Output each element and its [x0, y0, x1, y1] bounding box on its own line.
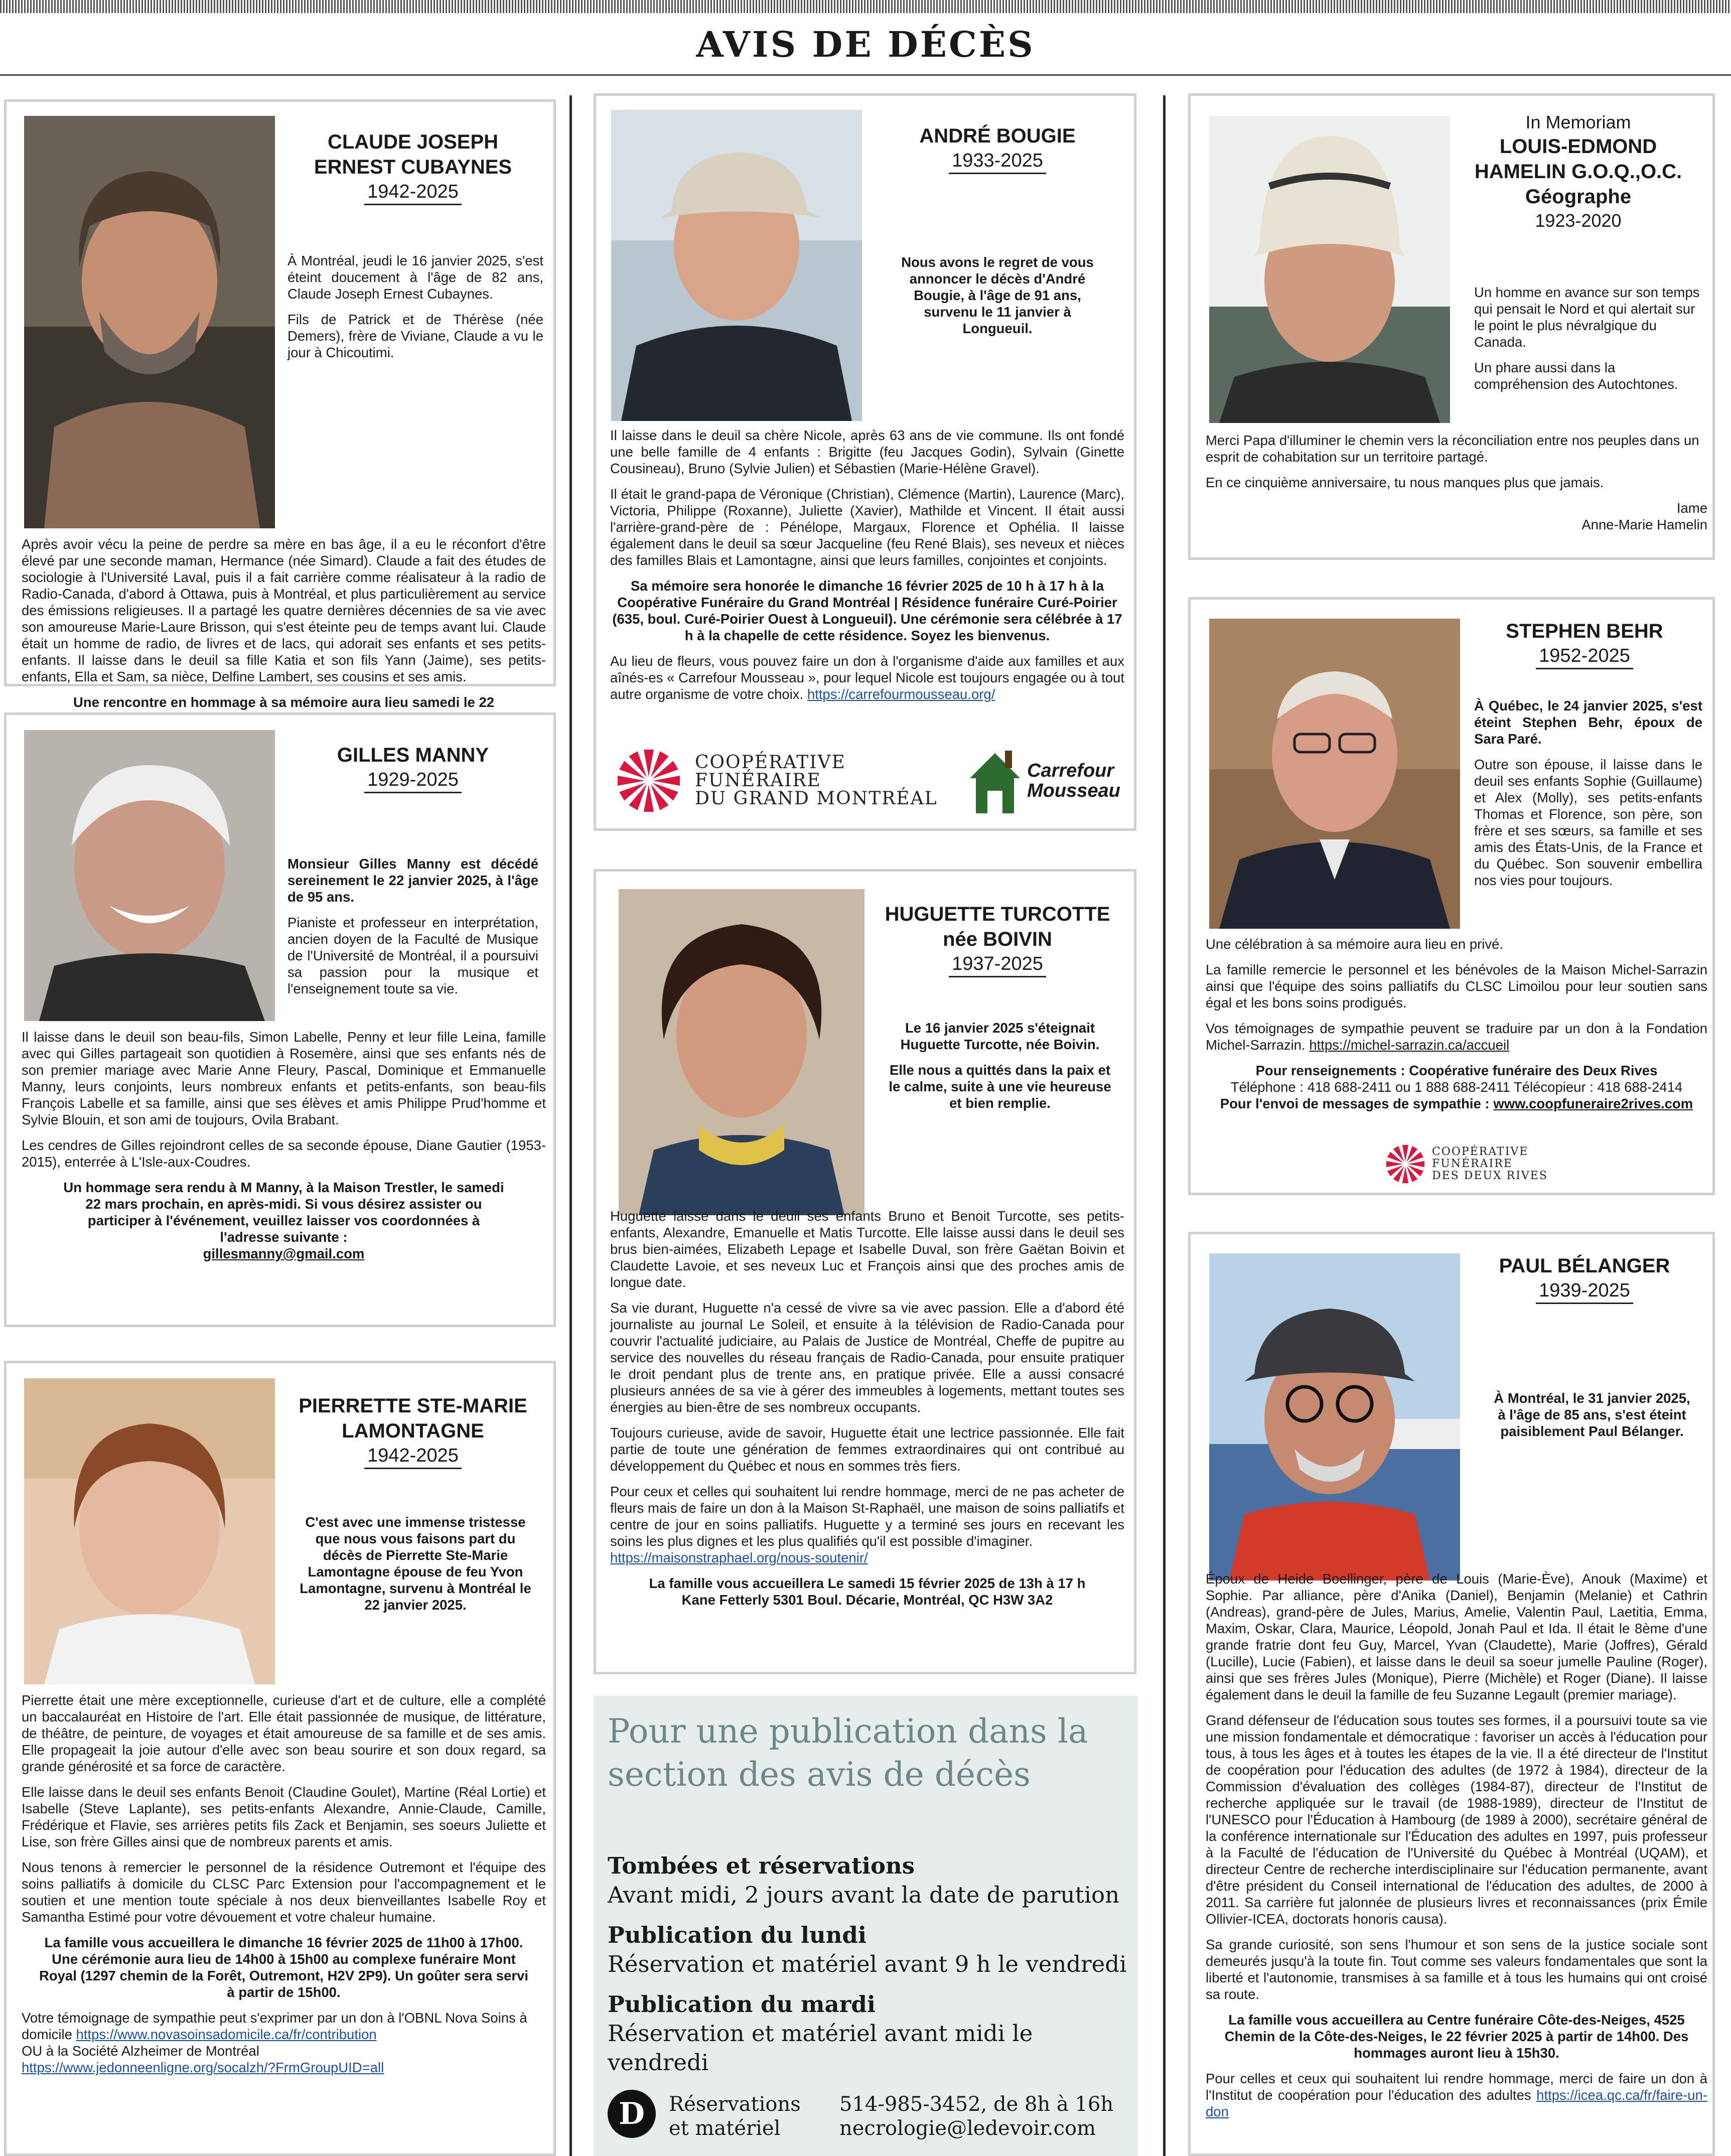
- coop-grand-montreal-logo: [614, 743, 938, 818]
- deceased-name: GILLES MANNY: [337, 744, 489, 766]
- donation-link[interactable]: https://michel-sarrazin.ca/accueil: [1309, 1037, 1510, 1053]
- life-years: 1952-2025: [1536, 644, 1633, 669]
- phone-line: Téléphone : 418 688-2411 ou 1 888 688-2411 Télécopieur : 418 688-2414: [1230, 1079, 1683, 1095]
- portrait-photo: [1209, 116, 1450, 423]
- coop-line-3: DES DEUX RIVES: [1432, 1170, 1548, 1182]
- thanks-text: Nous tenons à remercier le personnel de la résidence Outremont et l'équipe des soins palliatifs à domicile du CLSC Parc Extension pour l'accompagnement et le soutien et une mention toute spéciale à nos deux bienveillantes Isabelle Roy et Samantha Estimé pour votre dévouement et votre chaleur humaine.: [22, 1859, 546, 1925]
- obituary-cubaynes: [4, 99, 556, 710]
- carrefour-mousseau-logo: [965, 743, 1120, 818]
- column-divider-right: [1163, 95, 1166, 2156]
- service-info: La famille vous accueillera au Centre funéraire Côte-des-Neiges, 4525 Chemin de la Côte-des-Neiges, le 22 février 2025 à partir de 14h00. Des hommages auront lieu à 15h30.: [1224, 2012, 1689, 2061]
- service-info: La famille vous accueillera le dimanche 16 février 2025 de 11h00 à 17h00. Une cérémonie aura lieu de 14h00 à 15h00 au complexe funéraire Mont Royal (1297 chemin de la Forêt, Outremont, H2V 2P9). Un goûter sera servi à partir de 15h00.: [39, 1935, 529, 2000]
- portrait-photo: [619, 889, 864, 1215]
- obituary-behr: [1188, 597, 1715, 1195]
- page-header: [0, 17, 1731, 76]
- portrait-photo: [24, 730, 275, 1021]
- tuesday-heading: Publication du mardi: [608, 1991, 876, 2018]
- burial-text: Les cendres de Gilles rejoindront celles de sa seconde épouse, Diane Gautier (1953-2015), enterrée à L'Isle-aux-Coudres.: [22, 1137, 546, 1170]
- family-text: Il laisse dans le deuil sa chère Nicole, après 63 ans de vie commune. Ils ont fondé une belle famille de 4 enfants : Brigitte (feu Jacques Godin), Sylvain (Ginette Cousineau), Bruno (Sylvie Julien) et Sébastien (Marie-Hélène Gravel).: [610, 427, 1124, 476]
- intro-text: À Montréal, jeudi le 16 janvier 2025, s'est éteint doucement à l'âge de 82 ans, Claude Joseph Ernest Cubaynes.: [287, 253, 543, 302]
- values-text: Sa grande curiosité, son sens l'humour et son sens de la justice sociale sont demeurés jusqu'à la toute fin. Tout comme ses valeurs fondamentales que sont la liberté et l'autonomie, transmises à sa famille et à tous les humains qui ont croisé sa route.: [1206, 1937, 1707, 2002]
- service-info: La famille vous accueillera Le samedi 15 février 2025 de 13h à 17 h Kane Fetterly 5301 Boul. Décarie, Montréal, QC H3W 3A2: [649, 1575, 1086, 1608]
- biography-text: Après avoir vécu la peine de perdre sa mère en bas âge, il a eu le réconfort d'être élevé par une seconde maman, Hermance (née Simard). Claude a fait des études de sociologie à l'Université Laval, puis il a fait carrière comme réalisateur à la radio de Radio-Canada, d'abord à Ottawa, puis à Montréal, et plus particulièrement au service des émissions religieuses. Il a partagé les quatre dernières décennies de sa vie avec son amoureuse Marie-Laure Brisson, qui s'est éteinte peu de temps avant lui. Claude était un homme de radio, de livres et de lacs, qui adorait ses enfants et ses petits-enfants. Il laisse dans le deuil sa fille Katia et son fils Yann (Jaime), ses petits-enfants, Ella et Sam, sa nièce, Delfine Lambert, ses cousins et ses amis.: [22, 536, 546, 684]
- career-text: Sa vie durant, Huguette n'a cessé de vivre sa vie avec passion. Elle a d'abord été journaliste au journal Le Soleil, et ensuite à la télévision de Radio-Canada pour couvrir l'actualité judiciaire, au Palais de Justice de Montréal, Cheffe de pupitre au service des nouvelles du réseau français de Radio-Canada, pour ensuite pratiquer le droit pendant plus de trente ans, en pratique privée. Elle a aussi consacré plusieurs années de sa vie à gérer des immeubles à logements, mettant toutes ses énergies au bien-être de ses nombreux occupants.: [610, 1300, 1124, 1415]
- family-text: Elle laisse dans le deuil ses enfants Benoit (Claudine Goulet), Martine (Réal Lortie) et Isabelle (Steve Laplante), ses petits-enfants Alexandre, Annie-Claude, Camille, Frédérique et Flavie, ses arrières petits fils Zack et Benjamin, ses soeurs Juliette et Lise, son frère Gilles ainsi que de nombreux parents et amis.: [22, 1784, 546, 1849]
- obituary-bougie: [594, 93, 1136, 831]
- life-years: 1942-2025: [364, 1444, 462, 1469]
- reservations-label: Réservations et matériel: [669, 2093, 801, 2140]
- contact-email-link[interactable]: gillesmanny@gmail.com: [203, 1246, 365, 1261]
- family-text: Il laisse dans le deuil son beau-fils, Simon Labelle, Penny et leur fille Leina, famille avec qui Gilles partageait son quotidien à Rosemère, ainsi que ses enfants nés de son premier mariage avec Marie Anne Fleury, Pascal, Dominique et Emmanuelle Manny, leurs conjoints, leurs nombreux enfants et petits-enfants, son beau-fils François Labelle et sa famille, ainsi que ses élèves et amis Philippe Prud'homme et Sylvie Blouin, et son ami de toujours, Ovila Brabant.: [22, 1029, 546, 1127]
- intro-text: Le 16 janvier 2025 s'éteignait Huguette Turcotte, née Boivin.: [900, 1020, 1100, 1052]
- obituary-hamelin: [1188, 93, 1715, 560]
- intro-text: À Québec, le 24 janvier 2025, s'est éteint Stephen Behr, époux de Sara Paré.: [1474, 698, 1702, 747]
- life-years: 1942-2025: [364, 180, 462, 205]
- tribute-text-2: Un phare aussi dans la compréhension des Autochtones.: [1474, 360, 1678, 392]
- donation-link[interactable]: https://icea.qc.ca/fr/faire-un-don: [1206, 2087, 1707, 2119]
- thanks-text: Merci Papa d'illuminer le chemin vers la réconciliation entre nos peuples dans un esprit de cohabitation sur un territoire partagé.: [1206, 433, 1699, 465]
- intro-text: Nous avons le regret de vous annoncer le décès d'André Bougie, à l'âge de 91 ans, survenu le 11 janvier à Longueuil.: [901, 254, 1094, 336]
- in-memoriam-label: In Memoriam: [1525, 112, 1631, 132]
- monday-heading: Publication du lundi: [608, 1922, 867, 1948]
- sympathy-line: Pour l'envoi de messages de sympathie :: [1220, 1096, 1490, 1111]
- intro-text: C'est avec une immense tristesse que nous vous faisons part du décès de Pierrette Ste-Marie Lamontagne épouse de feu Yvon Lamontagne, survenu à Montréal le 22 janvier 2025.: [300, 1514, 531, 1613]
- publication-info-box: [594, 1696, 1138, 2156]
- family-text: Huguette laisse dans le deuil ses enfants Bruno et Benoit Turcotte, ses petits-enfants, Alexandre, Emanuelle et Matis Turcotte. Elle laisse aussi dans le deuil ses brus bien-aimées, Elizabeth Lepage et Isabelle Duval, son frère Gaëtan Boivin et Claudette Lavoie, et ses neveux Luc et François ainsi que des proches amis de longue date.: [610, 1208, 1124, 1290]
- donation-text: Vos témoignages de sympathie peuvent se traduire par un don à la Fondation Michel-Sarrazin.: [1206, 1021, 1707, 1053]
- deceased-name: PIERRETTE STE-MARIE LAMONTAGNE: [299, 1395, 527, 1442]
- anniversary-text: En ce cinquième anniversaire, tu nous manques plus que jamais.: [1206, 475, 1604, 490]
- obituary-lamontagne: [4, 1361, 556, 2156]
- page-title: AVIS DE DÉCÈS: [696, 24, 1035, 65]
- column-divider-left: [569, 95, 572, 2156]
- career-text: Grand défenseur de l'éducation sous toutes ses formes, il a poursuivi toute sa vie une mission fondamentale et démocratique : favoriser un accès à l'éducation pour tous, à tous les âges et à toutes les étapes de la vie. Il a été directeur de l'Institut de coopération pour l'éducation des adultes (de 1972 à 1984), directeur de la Commission d'évaluation des collèges (1984-87), directeur de l'Institut de recherche appliquée sur le travail (de 1988-1989), directeur de l'Institut de l'UNESCO pour l'Éducation à Hambourg (de 1989 à 2000), secrétaire général de la conférence internationale sur l'Éducation des adultes en 1997, puis professeur à la Faculté de l'éducation de l'Université du Québec à Montréal (UQAM), et directeur Centre de recherche interdisciplinaire sur l'éducation permanente, avant d'être président du Conseil international de l'éducation des adultes, de 2000 à 2011. Sa carrière fut jalonnée de plusieurs livres et reconnaissances (prix Émile Ollivier-ICEA, doctorats honoris causa).: [1206, 1712, 1707, 1927]
- obituary-turcotte: [594, 869, 1136, 1674]
- donation-text: Votre témoignage de sympathie peut s'exprimer par un don à l'OBNL Nova Soins à domicile: [22, 2010, 527, 2042]
- donation-text: Au lieu de fleurs, vous pouvez faire un don à l'organisme d'aide aux familles et aux aînés-es « Carrefour Mousseau », pour lequel Nicole est toujours engagée ou à tout autre organisme de votre choix.: [610, 653, 1124, 702]
- monday-text: Réservation et matériel avant 9 h le vendredi: [608, 1951, 1127, 1977]
- contact-email[interactable]: necrologie@ledevoir.com: [839, 2117, 1096, 2140]
- mousseau-line-1: Carrefour: [1027, 760, 1114, 781]
- donation-link[interactable]: https://maisonstraphael.org/nous-soutenir/: [610, 1550, 868, 1565]
- coop-deux-rives-logo: [1384, 1141, 1548, 1187]
- coop-line-2: FUNÉRAIRE: [1432, 1158, 1513, 1170]
- deceased-name: LOUIS-EDMOND HAMELIN G.O.Q.,O.C.: [1474, 135, 1682, 183]
- life-years: 1923-2020: [1535, 210, 1622, 231]
- portrait-photo: [24, 1378, 275, 1684]
- service-info: Sa mémoire sera honorée le dimanche 16 février 2025 de 10 h à 17 h à la Coopérative Funéraire du Grand Montréal | Résidence funéraire Curé-Poirier (635, boul. Curé-Poirier Ouest à Longueuil). Une cérémonie sera célébrée à 17 h à la chapelle de cette résidence. Soyez les bienvenus.: [612, 578, 1122, 643]
- promo-title: Pour une publication dans la section des avis de décès: [608, 1712, 1088, 1794]
- intro-text: Monsieur Gilles Manny est décédé sereinement le 22 janvier 2025, à l'âge de 95 ans.: [287, 856, 538, 905]
- intro-text: À Montréal, le 31 janvier 2025, à l'âge de 85 ans, s'est éteint paisiblement Paul Bélanger.: [1494, 1390, 1690, 1439]
- tribute-text: Un homme en avance sur son temps qui pensait le Nord et qui alertait sur le point le plus névralgique du Canada.: [1474, 284, 1700, 350]
- maiden-name: née BOIVIN: [943, 928, 1052, 950]
- house-icon: [965, 743, 1025, 818]
- portrait-photo: [24, 116, 275, 528]
- life-years: 1939-2025: [1536, 1278, 1633, 1304]
- donation-link-nova[interactable]: https://www.novasoinsadomicile.ca/fr/contribution: [76, 2027, 377, 2042]
- life-years: 1937-2025: [949, 952, 1046, 977]
- signature-line-1: Iame: [1676, 500, 1707, 516]
- donation-link[interactable]: https://carrefourmousseau.org/: [807, 686, 995, 702]
- ledevoir-logo-letter: D: [618, 2096, 645, 2131]
- coop-website-link[interactable]: www.coopfuneraire2rives.com: [1493, 1096, 1693, 1111]
- signature-line-2: Anne-Marie Hamelin: [1581, 517, 1707, 532]
- grandchildren-text: Il était le grand-papa de Véronique (Christian), Clémence (Martin), Laurence (Marc), Victoria, Philippe (Roxanne), Juliette (Xavier), Mathilde et Vincent. Il était aussi l'arrière-grand-père de : Pénélope, Margaux, Florence et Ophélia. Il laisse également dans le deuil sa sœur Jacqueline (feu René Blais), ses neveux et nièces des familles Blais et Lamontagne, ainsi que leurs familles, conjointes et conjoints.: [610, 486, 1124, 568]
- peace-text: Elle nous a quittés dans la paix et le calme, suite à une vie heureuse et bien remplie.: [889, 1062, 1111, 1111]
- donation-text-2: OU à la Société Alzheimer de Montréal: [22, 2043, 259, 2059]
- life-years: 1933-2025: [949, 149, 1046, 174]
- portrait-photo: [1209, 619, 1460, 929]
- deceased-name: PAUL BÉLANGER: [1499, 1255, 1670, 1277]
- tuesday-text: Réservation et matériel avant midi le vendredi: [608, 2020, 1033, 2076]
- deceased-name: HUGUETTE TURCOTTE: [885, 903, 1110, 925]
- coop-flower-icon: [614, 746, 684, 816]
- coop-line-2: FUNÉRAIRE: [695, 770, 821, 791]
- donation-text: Pour celles et ceux qui souhaitent lui rendre hommage, merci de faire un don à l'Institut de coopération pour l'éducation des adultes: [1206, 2071, 1707, 2103]
- deceased-name: CLAUDE JOSEPH ERNEST CUBAYNES: [314, 131, 512, 178]
- service-info: Un hommage sera rendu à M Manny, à la Maison Trestler, le samedi 22 mars prochain, en après-midi. Si vous désirez assister ou participer à l'événement, veuillez laisser vos coordonnées à l'adresse suivante :: [63, 1180, 504, 1245]
- celebration-text: Une célébration à sa mémoire aura lieu en privé.: [1206, 936, 1504, 952]
- career-text: Pianiste et professeur en interprétation, ancien doyen de la Faculté de Musique de l'Université de Montréal, il a poursuivi sa passion pour la musique et l'enseignement toute sa vie.: [287, 915, 538, 996]
- curiosity-text: Toujours curieuse, avide de savoir, Huguette était une lectrice passionnée. Elle fait partie de toute une génération de femmes extraordinaires qui ont contribué au développement du Québec et nous en sommes très fiers.: [610, 1425, 1124, 1474]
- coop-line-1: COOPÉRATIVE: [695, 752, 846, 773]
- deceased-role: Géographe: [1525, 186, 1632, 208]
- deadline-text: Avant midi, 2 jours avant la date de parution: [608, 1882, 1120, 1908]
- service-info: Une rencontre en hommage à sa mémoire aura lieu samedi le 22: [73, 694, 495, 710]
- donation-link-alzheimer[interactable]: https://www.jedonneenligne.org/socalzh/?FrmGroupUID=all: [22, 2060, 384, 2075]
- mousseau-line-2: Mousseau: [1027, 780, 1120, 801]
- deceased-name: ANDRÉ BOUGIE: [919, 125, 1076, 147]
- family-text: Fils de Patrick et de Thérèse (née Demers), frère de Viviane, Claude a vu le jour à Chicoutimi.: [287, 312, 543, 360]
- deadline-heading: Tombées et réservations: [608, 1852, 915, 1879]
- contact-phone: 514-985-3452, de 8h à 16h: [839, 2093, 1114, 2116]
- obituary-belanger: [1188, 1232, 1715, 2156]
- top-rule: [0, 0, 1731, 13]
- coop-line-3: DU GRAND MONTRÉAL: [695, 788, 938, 809]
- obituary-manny: [4, 712, 556, 1327]
- portrait-photo: [611, 110, 862, 421]
- deceased-name: STEPHEN BEHR: [1506, 620, 1663, 642]
- coop-line-1: COOPÉRATIVE: [1432, 1145, 1529, 1158]
- portrait-photo: [1209, 1253, 1460, 1580]
- thanks-text: La famille remercie le personnel et les bénévoles de la Maison Michel-Sarrazin ainsi que l'équipe des soins palliatifs du CLSC Limoilou pour leur soutien sans égal et les bons soins prodigués.: [1206, 962, 1707, 1011]
- family-text: Époux de Heide Boellinger, père de Louis (Marie-Ève), Anouk (Maxime) et Sophie. Par alliance, père d'Anika (Daniel), Benjamin (Melanie) et Cathrin (Andreas), grand-père de Jules, Marius, Amelie, Valentin Paul, Laetitia, Emma, Maxim, Oskar, Clara, Maurice, Léopold, Jonah Paul et Ida. Il était le 8ème d'une grande fratrie dont feu Guy, Marcel, Yvan (Claudette), Marie (Joffres), Gérald (Lucille), Lucie (Fabien), et laisse dans le deuil sa soeur jumelle Pauline (Roger), ainsi que ses frères Jules (Monique), Pierre (Michèle) et Roger (Diane). Il laisse également dans le deuil la famille de feu Suzanne Legault (premier mariage).: [1206, 1571, 1707, 1702]
- life-years: 1929-2025: [364, 768, 462, 793]
- coop-flower-icon: [1384, 1142, 1427, 1186]
- ledevoir-logo: [608, 2090, 656, 2138]
- info-line: Pour renseignements : Coopérative funéraire des Deux Rives: [1255, 1063, 1658, 1078]
- biography-text: Pierrette était une mère exceptionnelle, curieuse d'art et de culture, elle a complété un baccalauréat en Histoire de l'art. Elle était passionnée de musique, de littérature, de théâtre, de peinture, de voyages et était amoureuse de sa famille et de ses amis. Elle propageait la joie autour d'elle avec son beau sourire et son doux regard, sa grande générosité et sa force de caractère.: [22, 1692, 546, 1774]
- donation-text: Pour ceux et celles qui souhaitent lui rendre hommage, merci de ne pas acheter de fleurs mais de faire un don à la Maison St-Raphaël, une maison de soins palliatifs et centre de jour en soins palliatifs. Huguette y a terminé ses jours en recevant les soins les plus dignes et les plus qualifiés qu'il est possible d'imaginer.: [610, 1484, 1124, 1549]
- family-text: Outre son épouse, il laisse dans le deuil ses enfants Sophie (Guillaume) et Alex (Molly), ses petits-enfants Thomas et Florence, son père, son frère et ses sœurs, sa famille et ses amis des États-Unis, de la France et du Québec. Son souvenir embellira nos vies pour toujours.: [1474, 757, 1702, 888]
